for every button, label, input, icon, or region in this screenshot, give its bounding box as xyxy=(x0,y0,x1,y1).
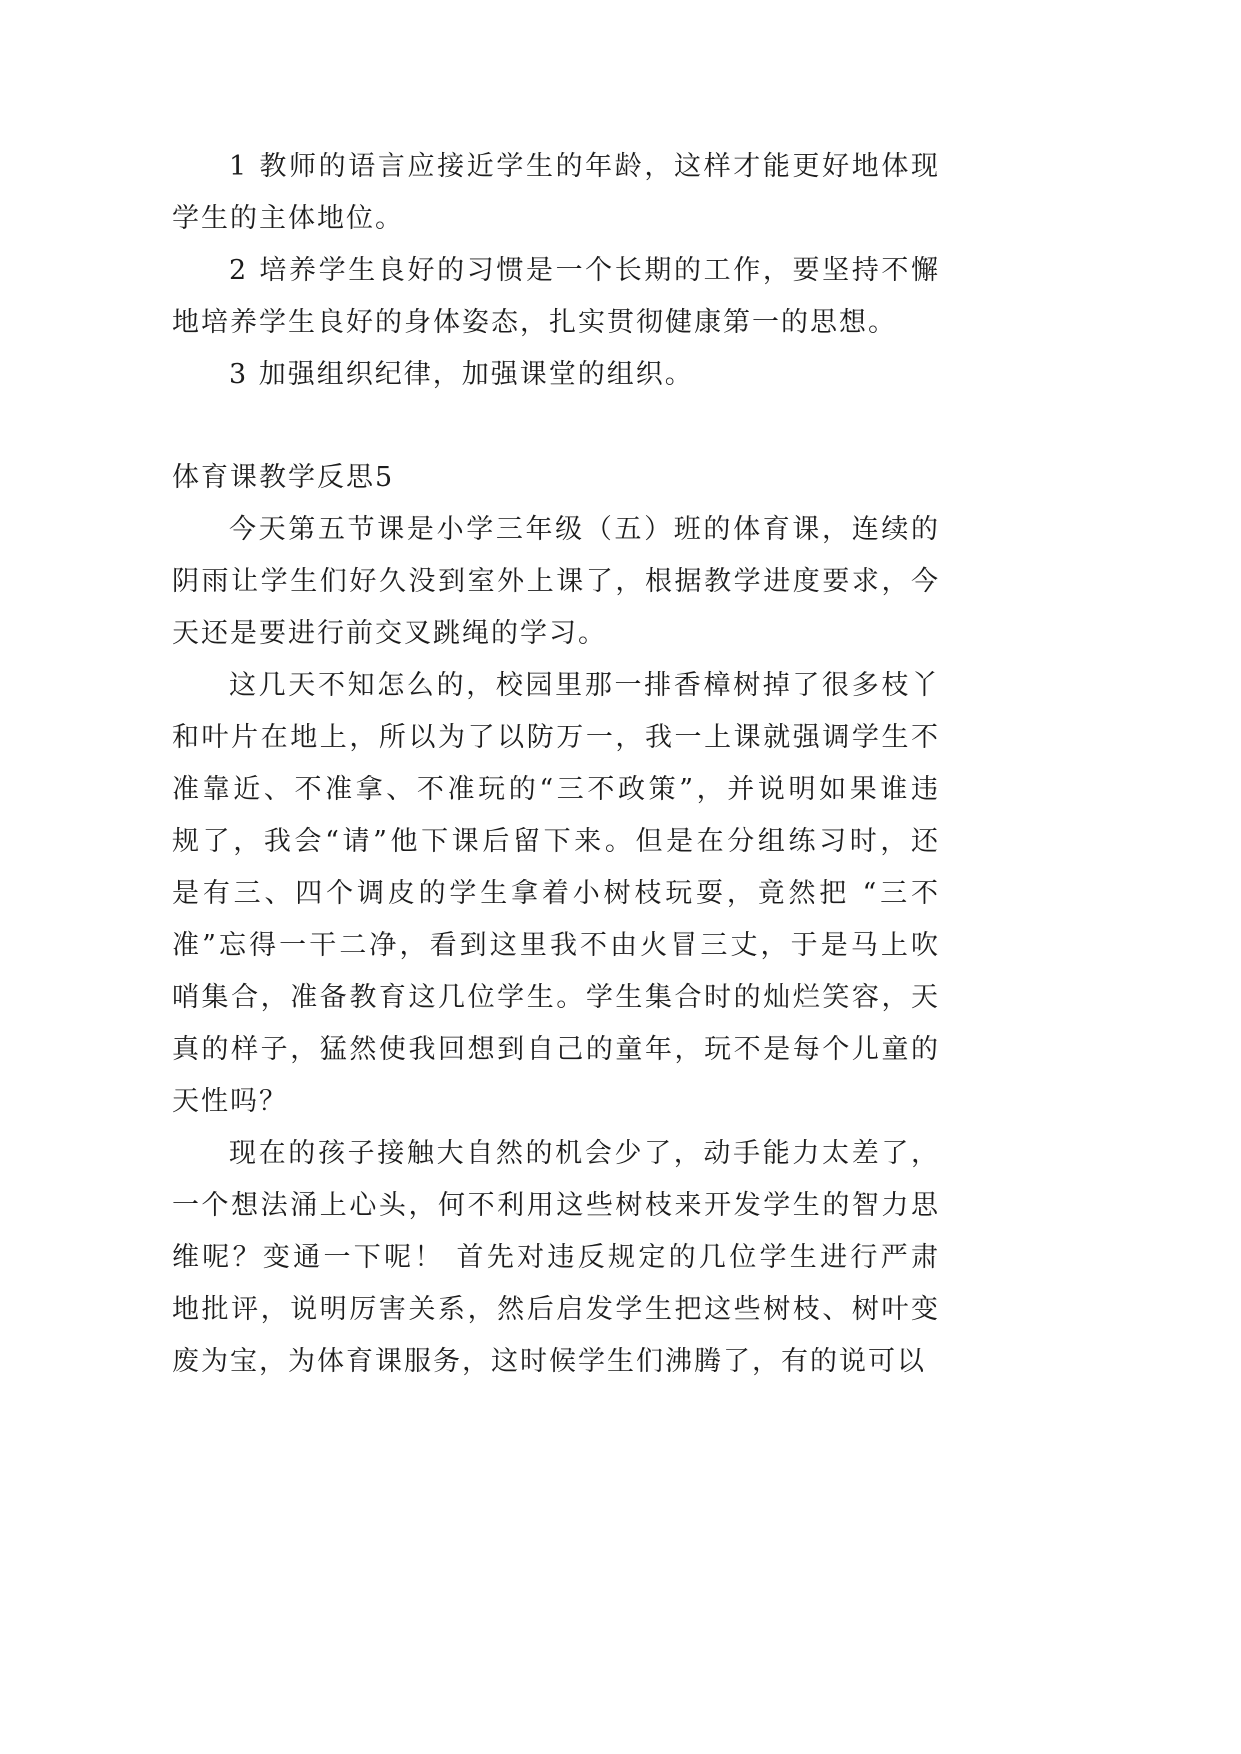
text-line: 哨集合，准备教育这几位学生。学生集合时的灿烂笑容，天 xyxy=(172,982,940,1013)
text-line: 现在的孩子接触大自然的机会少了，动手能力太差了， xyxy=(229,1138,940,1169)
text-body xyxy=(172,141,940,1388)
text-line: 今天第五节课是小学三年级（五）班的体育课，连续的 xyxy=(229,514,940,545)
text-line: 地批评，说明厉害关系，然后启发学生把这些树枝、树叶变 xyxy=(172,1294,940,1325)
reflection-section xyxy=(172,504,940,1388)
text-line: 真的样子，猛然使我回想到自己的童年，玩不是每个儿童的 xyxy=(172,1034,940,1065)
text-line: 天还是要进行前交叉跳绳的学习。 xyxy=(172,618,607,649)
text-line: 3 加强组织纪律，加强课堂的组织。 xyxy=(229,359,694,390)
text-line: 规了，我会“请”他下课后留下来。但是在分组练习时，还 xyxy=(172,826,940,857)
text-line: 维呢？变通一下呢！ 首先对违反规定的几位学生进行严肃 xyxy=(172,1242,940,1273)
paragraph xyxy=(172,1128,940,1388)
paragraph xyxy=(172,349,940,401)
text-line: 学生的主体地位。 xyxy=(172,203,404,234)
text-line: 2 培养学生良好的习惯是一个长期的工作，要坚持不懈 xyxy=(229,255,940,286)
text-line: 和叶片在地上，所以为了以防万一，我一上课就强调学生不 xyxy=(172,722,940,753)
text-line: 废为宝，为体育课服务，这时候学生们沸腾了，有的说可以 xyxy=(172,1346,926,1377)
paragraph xyxy=(172,245,940,349)
text-line: 准”忘得一干二净，看到这里我不由火冒三丈，于是马上吹 xyxy=(172,930,940,961)
text-line: 准靠近、不准拿、不准玩的“三不政策”，并说明如果谁违 xyxy=(172,774,940,805)
text-line: 1 教师的语言应接近学生的年龄，这样才能更好地体现 xyxy=(229,151,940,182)
text-line: 这几天不知怎么的，校园里那一排香樟树掉了很多枝丫 xyxy=(229,670,940,701)
recommendations-section xyxy=(172,141,940,401)
text-line: 阴雨让学生们好久没到室外上课了，根据教学进度要求，今 xyxy=(172,566,940,597)
section-heading: 体育课教学反思5 xyxy=(172,462,395,493)
paragraph xyxy=(172,504,940,660)
paragraph xyxy=(172,660,940,1128)
text-line: 天性吗？ xyxy=(172,1086,288,1117)
text-line: 一个想法涌上心头，何不利用这些树枝来开发学生的智力思 xyxy=(172,1190,940,1221)
text-line: 地培养学生良好的身体姿态，扎实贯彻健康第一的思想。 xyxy=(172,307,897,338)
paragraph xyxy=(172,141,940,245)
text-line: 是有三、四个调皮的学生拿着小树枝玩耍，竟然把 “三不 xyxy=(172,878,940,909)
